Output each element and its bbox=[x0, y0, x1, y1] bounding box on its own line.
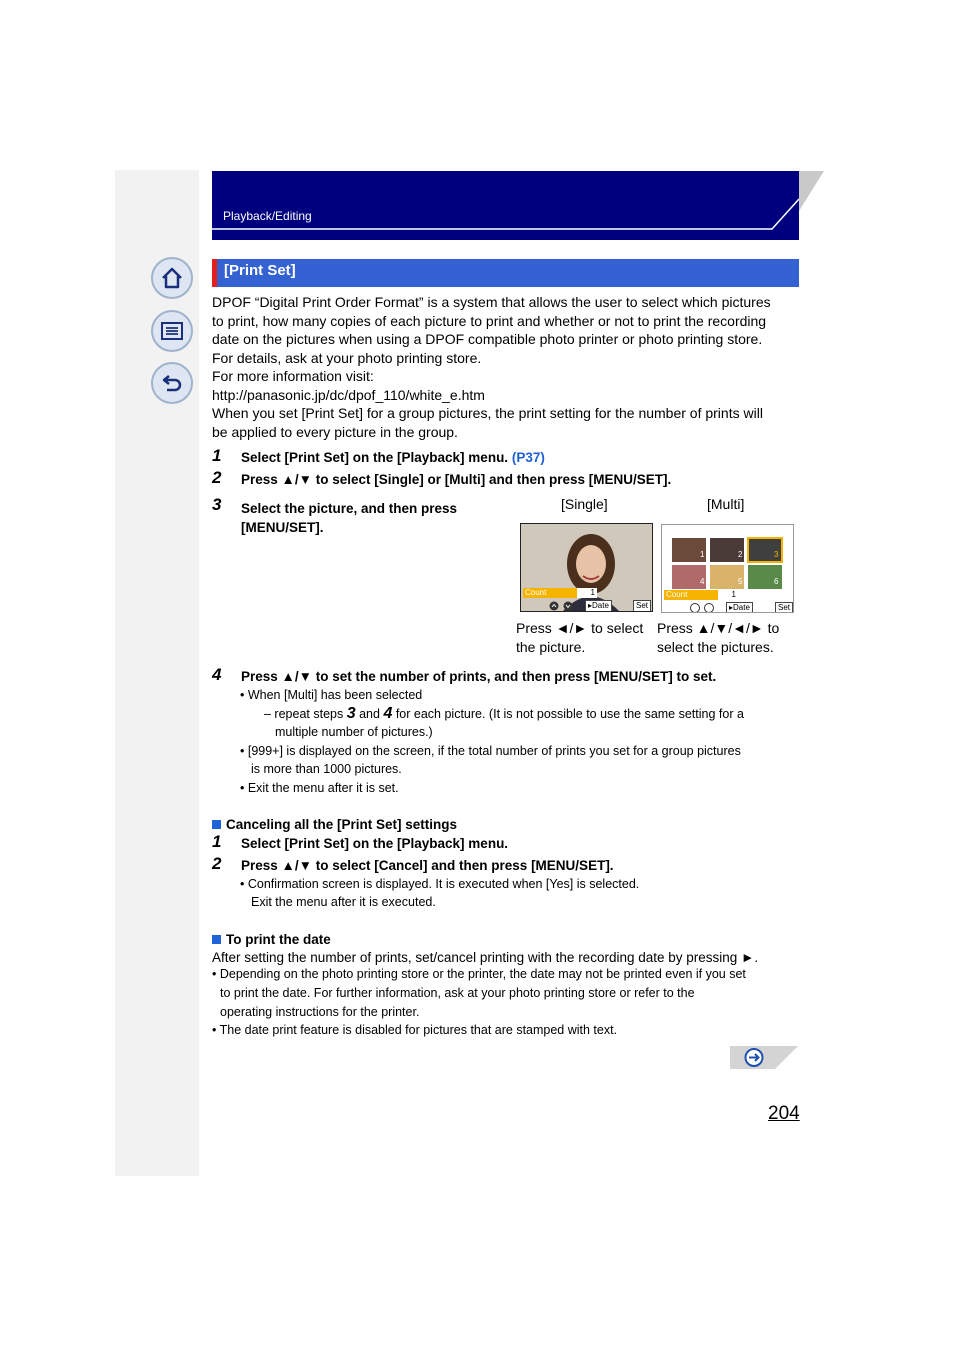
title-accent bbox=[212, 259, 217, 287]
step-ref: 4 bbox=[383, 705, 393, 722]
step-4-subnote bbox=[264, 705, 804, 723]
step-3-line: [MENU/SET]. bbox=[241, 520, 324, 535]
intro-line: For details, ask at your photo printing store. bbox=[212, 349, 482, 366]
cancel-heading-text: Canceling all the [Print Set] settings bbox=[226, 817, 458, 832]
step-1-label: Select [Print Set] on the [Playback] menu. bbox=[241, 450, 509, 465]
cancel-heading bbox=[212, 817, 457, 832]
set-tag: Set bbox=[633, 600, 651, 612]
step-ref: 3 bbox=[346, 705, 356, 722]
intro-line: to print, how many copies of each picture to print and whether or not to print the recording bbox=[212, 312, 767, 329]
count-label: Count bbox=[523, 588, 597, 598]
single-caption bbox=[516, 619, 643, 657]
multi-number: 5 bbox=[738, 577, 743, 586]
note-text: for each picture. (It is not possible to use the same setting for a bbox=[395, 707, 744, 721]
menu-button[interactable] bbox=[151, 310, 193, 352]
section-header bbox=[212, 171, 799, 240]
caption-line: select the pictures. bbox=[657, 639, 774, 655]
multi-screen bbox=[661, 524, 794, 613]
step-number: 1 bbox=[212, 832, 222, 851]
note-text: and bbox=[359, 707, 380, 721]
caption-line: Press ◄/► to select bbox=[516, 620, 644, 636]
multi-number: 1 bbox=[700, 550, 705, 559]
home-icon bbox=[160, 266, 184, 290]
date-label: Date bbox=[592, 601, 609, 610]
date-label: Date bbox=[733, 603, 750, 612]
step-3-line: Select the picture, and then press bbox=[241, 501, 458, 516]
single-screen bbox=[520, 523, 653, 612]
intro-paragraph bbox=[212, 293, 802, 441]
menu-icon bbox=[160, 319, 184, 343]
section-label: Playback/Editing bbox=[223, 209, 312, 223]
multi-caption bbox=[657, 619, 779, 657]
step-2-text: Press ▲/▼ to select [Single] or [Multi] and then press [MENU/SET]. bbox=[241, 472, 672, 487]
note-text: – repeat steps bbox=[264, 707, 344, 721]
date-bullet: • Depending on the photo printing store or the printer, the date may not be printed even if you set bbox=[212, 967, 746, 981]
multi-number: 6 bbox=[774, 577, 779, 586]
intro-line: DPOF “Digital Print Order Format” is a system that allows the user to select which pictures bbox=[212, 294, 771, 310]
cancel-note-cont: Exit the menu after it is executed. bbox=[251, 895, 436, 909]
intro-line: When you set [Print Set] for a group pictures, the print setting for the number of prints will bbox=[212, 405, 763, 421]
count-value: 1 bbox=[577, 588, 597, 598]
page-number: 204 bbox=[768, 1103, 800, 1124]
count-label: Count bbox=[664, 590, 738, 600]
multi-number: 2 bbox=[738, 550, 743, 559]
single-label: [Single] bbox=[561, 496, 608, 512]
header-decoration bbox=[212, 171, 799, 240]
bullet-square-icon bbox=[212, 820, 221, 829]
step-4-text: Press ▲/▼ to set the number of prints, and then press [MENU/SET] to set. bbox=[241, 669, 717, 684]
cancel-step-1: Select [Print Set] on the [Playback] menu. bbox=[241, 836, 509, 851]
date-heading-text: To print the date bbox=[226, 932, 331, 947]
date-heading bbox=[212, 932, 331, 947]
caption-line: Press ▲/▼/◄/► to bbox=[657, 620, 780, 636]
step-1-text bbox=[241, 450, 545, 465]
title-bar bbox=[212, 259, 799, 287]
step-3-text bbox=[241, 499, 457, 537]
next-page-icon bbox=[730, 1046, 798, 1069]
step-4-note: • Exit the menu after it is set. bbox=[240, 781, 399, 795]
page-title: [Print Set] bbox=[224, 262, 296, 279]
date-tag: ▸Date bbox=[726, 602, 753, 613]
date-tag: ▸Date bbox=[585, 600, 612, 612]
caption-line: the picture. bbox=[516, 639, 586, 655]
cancel-step-2: Press ▲/▼ to select [Cancel] and then press [MENU/SET]. bbox=[241, 858, 614, 873]
intro-line: date on the pictures when using a DPOF compatible photo printer or photo printing store. bbox=[212, 331, 763, 347]
date-bullet: • The date print feature is disabled for pictures that are stamped with text. bbox=[212, 1023, 618, 1037]
step-4-note-cont: is more than 1000 pictures. bbox=[251, 762, 402, 776]
back-button[interactable] bbox=[151, 362, 193, 404]
step-number: 2 bbox=[212, 468, 222, 487]
next-page-button[interactable] bbox=[730, 1046, 798, 1069]
back-icon bbox=[160, 371, 184, 395]
step-4-subnote-cont: multiple number of pictures.) bbox=[275, 725, 433, 739]
page-link[interactable]: (P37) bbox=[511, 450, 545, 465]
step-4-note: • [999+] is displayed on the screen, if the total number of prints you set for a group pictures bbox=[240, 744, 741, 758]
up-down-icon bbox=[690, 603, 716, 613]
count-value: 1 bbox=[718, 590, 738, 600]
set-tag: Set bbox=[775, 602, 793, 613]
header-corner bbox=[799, 171, 825, 240]
intro-line: be applied to every picture in the group. bbox=[212, 423, 458, 440]
step-number: 1 bbox=[212, 446, 222, 465]
multi-number: 3 bbox=[774, 550, 779, 559]
step-number: 4 bbox=[212, 665, 222, 684]
date-line: After setting the number of prints, set/cancel printing with the recording date by pressing ►. bbox=[212, 950, 759, 965]
cancel-note: • Confirmation screen is displayed. It is executed when [Yes] is selected. bbox=[240, 877, 640, 891]
step-4-note: • When [Multi] has been selected bbox=[240, 688, 423, 702]
dpof-url[interactable]: http://panasonic.jp/dc/dpof_110/white_e.htm bbox=[212, 386, 485, 403]
multi-label: [Multi] bbox=[707, 496, 745, 512]
step-number: 2 bbox=[212, 854, 222, 873]
multi-number: 4 bbox=[700, 577, 705, 586]
intro-line: For more information visit: bbox=[212, 368, 374, 384]
step-number: 3 bbox=[212, 495, 222, 514]
date-bullet-cont: to print the date. For further information, ask at your photo printing store or refer to the bbox=[220, 986, 695, 1000]
up-down-icon bbox=[549, 601, 575, 611]
home-button[interactable] bbox=[151, 257, 193, 299]
date-bullet-cont: operating instructions for the printer. bbox=[220, 1005, 420, 1019]
bullet-square-icon bbox=[212, 935, 221, 944]
